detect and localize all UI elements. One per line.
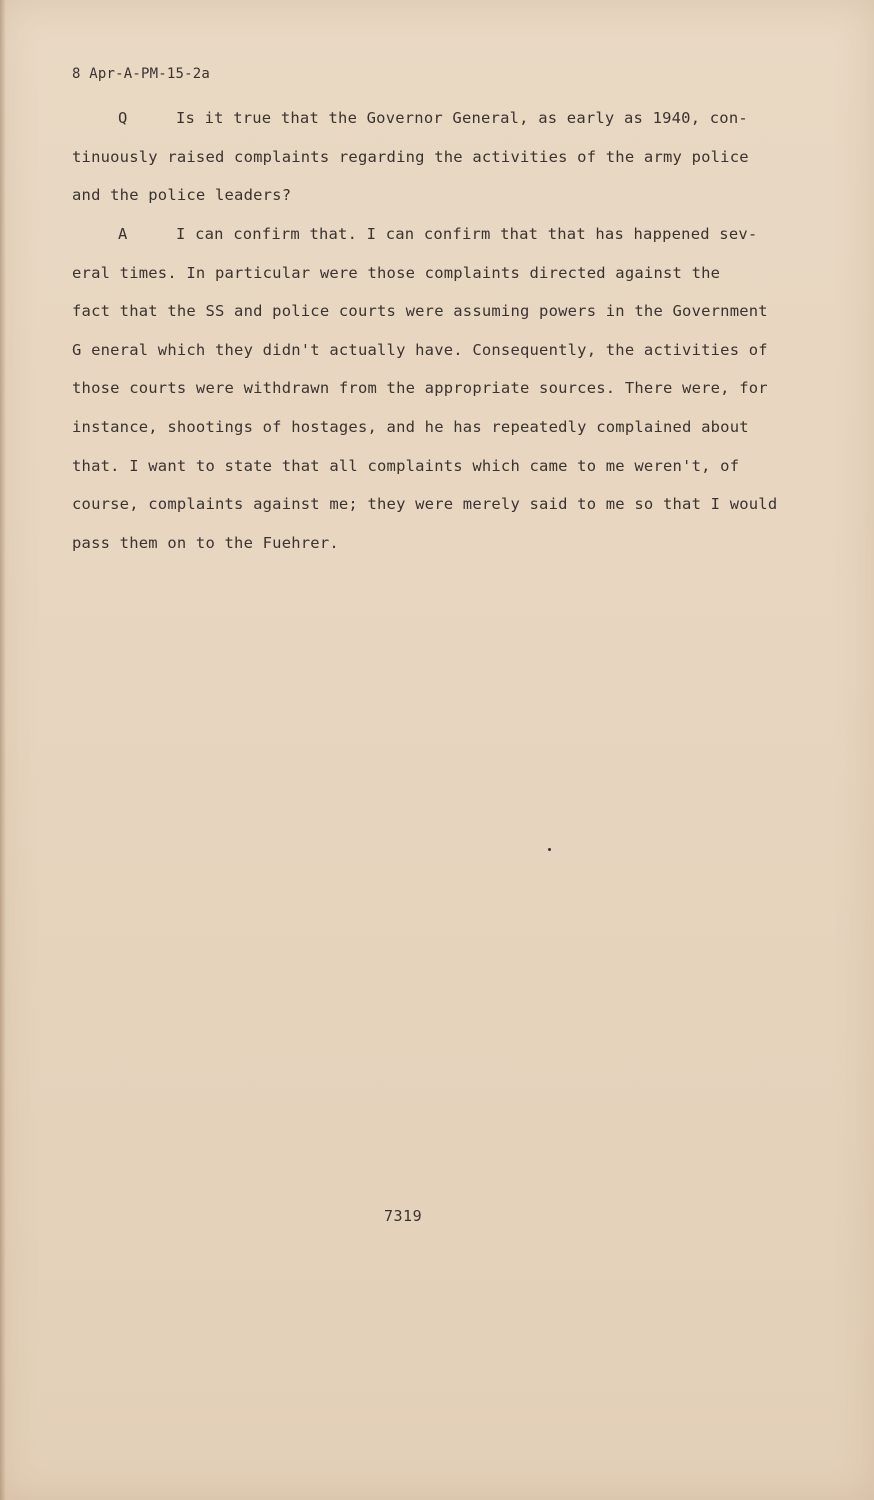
answer-line xyxy=(72,215,792,254)
paper-edge-shadow xyxy=(0,0,6,1500)
question-marker: Q xyxy=(118,109,128,127)
page-number: 7319 xyxy=(384,1207,423,1225)
answer-paragraph xyxy=(72,215,792,562)
question-line-text: Is it true that the Governor General, as early as 1940, con- xyxy=(176,109,748,127)
question-line: and the police leaders? xyxy=(72,186,292,205)
answer-line: those courts were withdrawn from the appropriate sources. There were, for xyxy=(72,379,768,398)
question-paragraph xyxy=(72,99,792,215)
answer-line: course, complaints against me; they were merely said to me so that I would xyxy=(72,495,778,514)
paper-speck xyxy=(548,848,551,851)
answer-line-text: I can confirm that. I can confirm that that has happened sev- xyxy=(176,225,758,243)
question-line xyxy=(72,99,792,138)
answer-line: pass them on to the Fuehrer. xyxy=(72,533,339,552)
question-line: tinuously raised complaints regarding the activities of the army police xyxy=(72,147,749,166)
answer-line: G eneral which they didn't actually have. Consequently, the activities of xyxy=(72,340,768,359)
answer-line: that. I want to state that all complaints which came to me weren't, of xyxy=(72,456,740,475)
document-reference: 8 Apr-A-PM-15-2a xyxy=(72,66,211,82)
answer-line: fact that the SS and police courts were assuming powers in the Government xyxy=(72,302,768,321)
answer-marker: A xyxy=(118,225,128,243)
answer-line: eral times. In particular were those complaints directed against the xyxy=(72,263,721,282)
answer-line: instance, shootings of hostages, and he has repeatedly complained about xyxy=(72,417,749,436)
